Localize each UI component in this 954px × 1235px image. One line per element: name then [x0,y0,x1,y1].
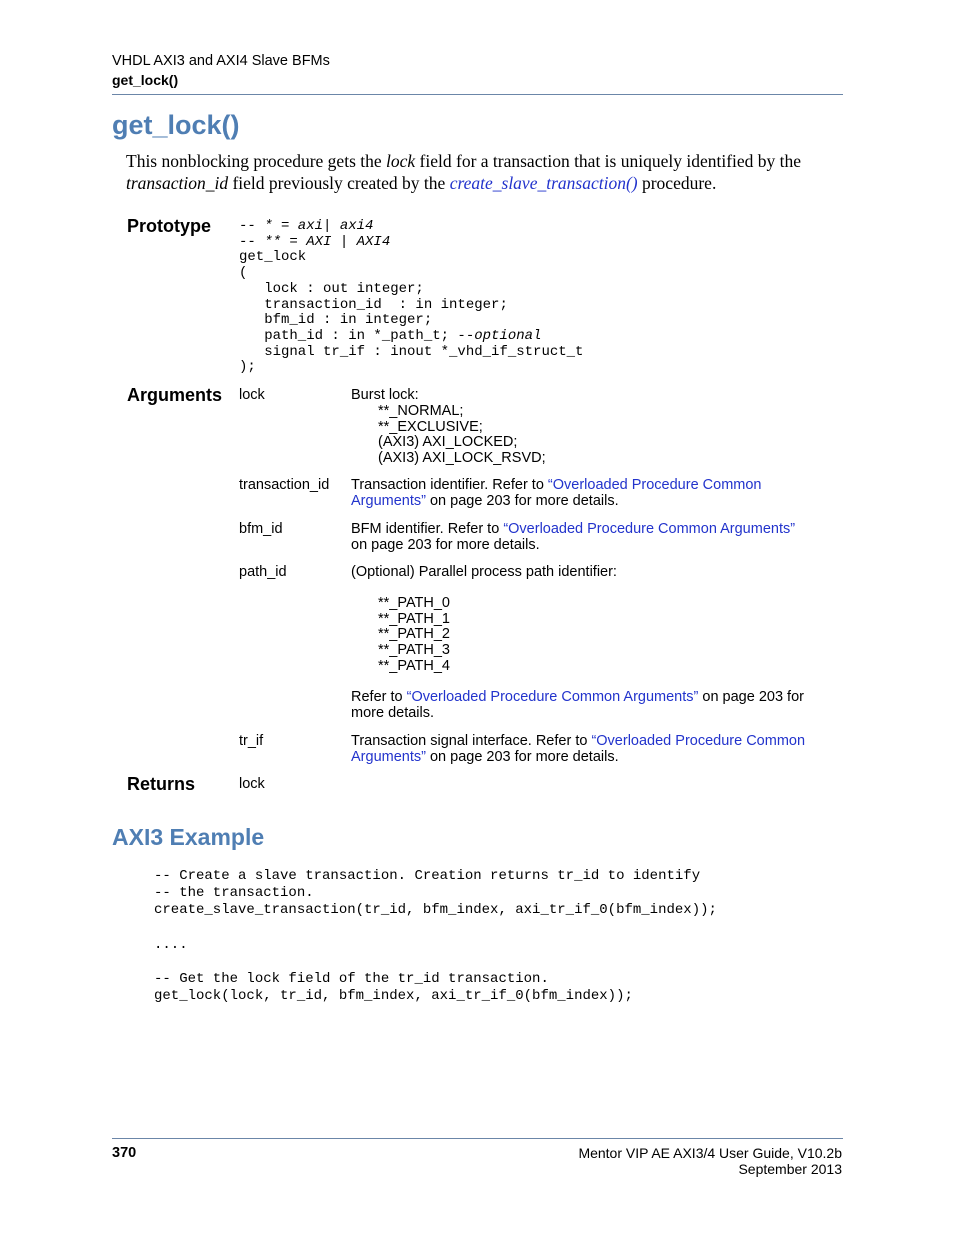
example-heading: AXI3 Example [112,824,265,850]
path-id-refer-tail: on page 203 for [698,688,804,705]
returns-value: lock [239,776,265,792]
header-section: VHDL AXI3 and AXI4 Slave BFMs [112,53,330,69]
proto-close: ); [239,359,256,376]
prototype-label: Prototype [127,216,212,236]
proto-arg-bfm-id: bfm_id : in integer; [239,312,433,329]
returns-label: Returns [127,774,196,794]
intro-paragraph [126,150,846,194]
intro-text-1: This nonblocking procedure gets the [126,151,387,171]
lock-value: (AXI3) AXI_LOCK_RSVD; [378,450,546,467]
intro-transaction-id-term: transaction_id [126,173,229,193]
intro-text-3: field previously created by the [228,173,450,193]
code-line: .... [154,936,188,953]
path-value: **_PATH_3 [378,642,450,659]
overloaded-args-link[interactable]: Arguments” [351,492,426,509]
arg-name-path-id: path_id [239,564,287,580]
transaction-id-desc-tail: on page 203 for more details. [425,492,619,509]
overloaded-args-link[interactable]: Arguments” [351,748,426,765]
path-value: **_PATH_0 [378,594,450,611]
overloaded-args-link[interactable]: “Overloaded Procedure Common [547,477,762,493]
proto-name: get_lock [239,249,307,266]
page-title: get_lock() [112,110,240,140]
code-line: create_slave_transaction(tr_id, bfm_index, axi_tr_if_0(bfm_index)); [154,902,717,919]
footer-rule [112,1138,843,1139]
arg-desc-transaction-id [351,478,846,510]
path-id-refer: Refer to [351,688,407,705]
proto-arg-path-id: path_id : in *_path_t; -- [239,327,475,344]
proto-optional: optional [474,327,542,344]
tr-if-desc-tail: on page 203 for more details. [425,748,619,765]
intro-text-4: procedure. [637,173,717,193]
code-line: -- the transaction. [154,885,314,902]
proto-comment-1: -- * = axi| axi4 [239,218,374,234]
proto-arg-transaction-id: transaction_id : in integer; [239,296,508,313]
intro-text-2: field for a transaction that is uniquely identified by the [415,151,802,171]
prototype-code [239,219,583,376]
header-subsection: get_lock() [112,72,179,88]
create-slave-transaction-link[interactable]: create_slave_transaction() [449,173,638,193]
footer-info [578,1145,842,1177]
path-value: **_PATH_2 [378,626,450,643]
proto-arg-lock: lock : out integer; [239,280,424,297]
path-value: **_PATH_1 [378,610,450,627]
path-id-refer-end: more details. [351,704,435,721]
footer-guide: Mentor VIP AE AXI3/4 User Guide, V10.2b [578,1145,842,1161]
bfm-id-desc-tail: on page 203 for more details. [351,536,540,553]
proto-open: ( [239,265,248,282]
arg-desc-path-id [351,565,846,721]
lock-desc-text: Burst lock: [351,387,419,403]
code-line: get_lock(lock, tr_id, bfm_index, axi_tr_if_0(bfm_index)); [154,988,633,1005]
overloaded-args-link[interactable]: “Overloaded Procedure Common Arguments” [406,688,699,705]
lock-value: **_EXCLUSIVE; [378,418,483,435]
example-code [154,868,717,1006]
proto-comment-2: -- ** = AXI | AXI4 [239,233,391,250]
arg-name-tr-if: tr_if [239,733,264,749]
arg-desc-lock [351,388,846,467]
overloaded-args-link[interactable]: “Overloaded Procedure Common Arguments” [503,521,796,537]
lock-value: (AXI3) AXI_LOCKED; [378,434,518,451]
footer-date: September 2013 [738,1161,842,1177]
header-rule [112,94,843,95]
intro-lock-term: lock [386,151,416,171]
transaction-id-desc: Transaction identifier. Refer to [351,477,548,493]
page-number: 370 [112,1145,137,1161]
path-value: **_PATH_4 [378,657,450,674]
overloaded-args-link[interactable]: “Overloaded Procedure Common [591,733,806,749]
code-line: -- Create a slave transaction. Creation returns tr_id to identify [154,868,701,884]
proto-arg-tr-if: signal tr_if : inout *_vhd_if_struct_t [239,343,584,360]
code-line: -- Get the lock field of the tr_id transaction. [154,971,549,988]
running-header [112,52,330,90]
bfm-id-desc: BFM identifier. Refer to [351,521,504,537]
arg-desc-bfm-id [351,522,846,554]
path-id-desc: (Optional) Parallel process path identifier: [351,564,617,580]
arg-name-transaction-id: transaction_id [239,477,330,493]
arg-desc-tr-if [351,734,846,766]
tr-if-desc: Transaction signal interface. Refer to [351,733,592,749]
arg-name-bfm-id: bfm_id [239,521,283,537]
arguments-label: Arguments [127,385,223,405]
lock-value: **_NORMAL; [378,402,464,419]
arg-name-lock: lock [239,387,265,403]
